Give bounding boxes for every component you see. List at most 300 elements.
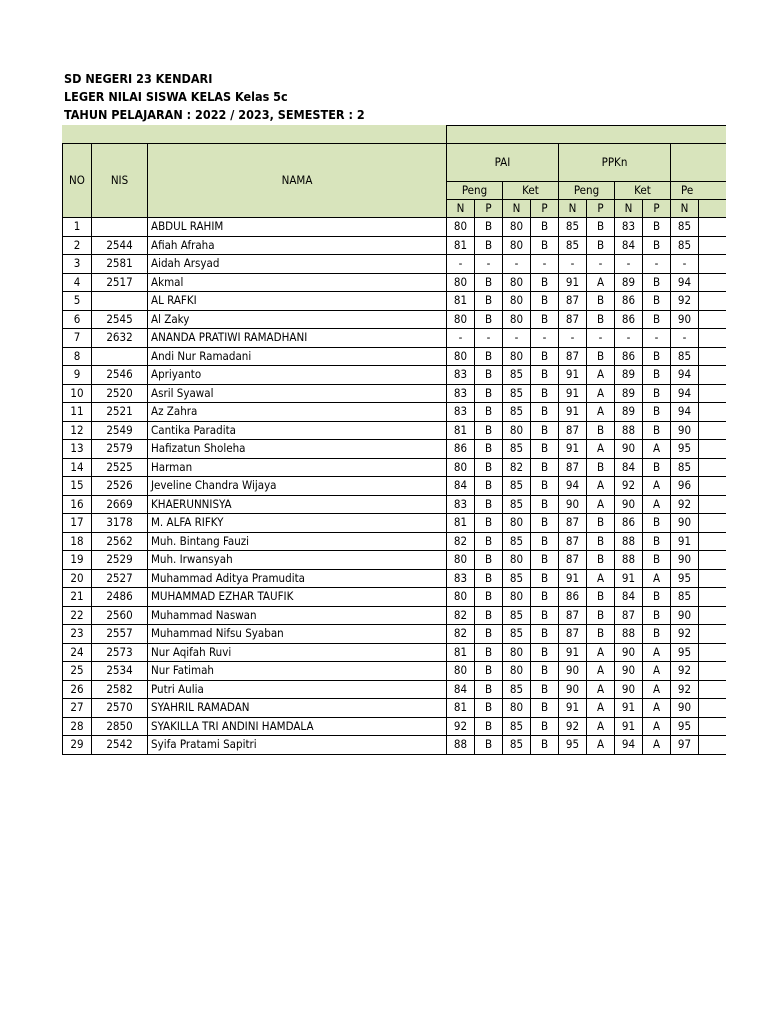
grade-cell: 84 [615,458,643,477]
row-number: 18 [63,532,92,551]
grade-cell: 83 [447,495,475,514]
student-nis: 2669 [92,495,148,514]
student-nis: 2521 [92,403,148,422]
student-name: Muhammad Nifsu Syaban [148,625,447,644]
grade-cell: 80 [503,588,531,607]
grade-cell: B [531,310,559,329]
grade-cell: 85 [503,625,531,644]
student-name: Muhammad Naswan [148,606,447,625]
student-name: Muh. Irwansyah [148,551,447,570]
grade-cell: 80 [503,310,531,329]
grade-cell: 90 [615,662,643,681]
grade-cell: B [643,625,671,644]
row-number: 3 [63,255,92,274]
student-name: MUHAMMAD EZHAR TAUFIK [148,588,447,607]
grade-cell-cutoff [699,458,727,477]
grade-cell: 88 [615,625,643,644]
table-row [63,477,727,496]
grade-cell: 92 [615,477,643,496]
grade-cell: 81 [447,643,475,662]
grade-cell: 86 [615,292,643,311]
grade-cell: A [587,366,615,385]
grade-cell: 85 [503,440,531,459]
grade-cell: - [503,329,531,348]
np-header: P [587,200,615,218]
grade-cell: 87 [559,292,587,311]
grade-cell: 89 [615,384,643,403]
grade-cell: 91 [559,366,587,385]
grade-cell: 85 [671,347,699,366]
grade-cell: A [587,403,615,422]
table-row [63,680,727,699]
sub-header: Pe [671,182,727,200]
grade-cell: 90 [671,310,699,329]
grade-cell: 80 [447,347,475,366]
grade-cell: 80 [447,458,475,477]
grade-cell-cutoff [699,551,727,570]
grade-cell-cutoff [699,477,727,496]
grade-cell: B [531,551,559,570]
grade-cell: 80 [503,292,531,311]
grade-cell-cutoff [699,662,727,681]
student-name: M. ALFA RIFKY [148,514,447,533]
row-number: 19 [63,551,92,570]
row-number: 13 [63,440,92,459]
student-nis: 2632 [92,329,148,348]
grade-cell: B [475,310,503,329]
grade-cell: B [475,717,503,736]
grade-cell: B [531,717,559,736]
row-number: 1 [63,218,92,237]
grade-cell: 84 [447,680,475,699]
grade-cell: 92 [671,625,699,644]
grade-cell: B [643,218,671,237]
grade-cell: 87 [615,606,643,625]
row-number: 4 [63,273,92,292]
student-name: Muh. Bintang Fauzi [148,532,447,551]
grade-cell: B [587,310,615,329]
grade-cell: B [475,514,503,533]
grade-cell: - [615,329,643,348]
student-nis: 2579 [92,440,148,459]
student-name: Nur Fatimah [148,662,447,681]
grade-cell: B [531,421,559,440]
grade-cell: B [475,736,503,755]
grade-cell: B [475,421,503,440]
grade-cell: 85 [503,680,531,699]
grade-cell: B [531,477,559,496]
grade-cell: 91 [615,569,643,588]
grade-cell-cutoff [699,273,727,292]
grade-cell-cutoff [699,421,727,440]
table-row [63,347,727,366]
grade-cell: 83 [447,569,475,588]
grade-cell: 85 [559,218,587,237]
table-row [63,514,727,533]
grade-cell: 84 [615,588,643,607]
grade-cell: B [643,551,671,570]
grade-cell: 88 [447,736,475,755]
grade-cell: 87 [559,551,587,570]
grade-cell: 94 [671,403,699,422]
grade-cell: 90 [615,440,643,459]
student-name: Aidah Arsyad [148,255,447,274]
row-number: 5 [63,292,92,311]
grade-cell: 94 [671,384,699,403]
row-number: 21 [63,588,92,607]
row-number: 6 [63,310,92,329]
grade-cell: 91 [559,440,587,459]
grade-cell: 85 [503,403,531,422]
table-row [63,569,727,588]
grade-cell: 82 [503,458,531,477]
row-number: 17 [63,514,92,533]
grade-cell: 85 [503,477,531,496]
grade-cell: 90 [615,680,643,699]
grade-cell: B [475,606,503,625]
grade-cell: B [475,495,503,514]
row-number: 25 [63,662,92,681]
student-nis: 2582 [92,680,148,699]
table-row [63,292,727,311]
grade-cell: B [587,218,615,237]
grade-cell: 85 [503,717,531,736]
grade-cell: 90 [615,643,643,662]
grade-cell: 85 [503,366,531,385]
grade-cell: B [587,347,615,366]
grade-cell: 86 [615,310,643,329]
grade-cell: A [643,717,671,736]
grade-cell: B [587,551,615,570]
grade-cell: 80 [447,551,475,570]
student-name: Nur Aqifah Ruvi [148,643,447,662]
grade-cell-cutoff [699,384,727,403]
grade-cell: A [643,680,671,699]
grade-cell: 91 [559,569,587,588]
table-row [63,310,727,329]
grade-cell: A [587,569,615,588]
grade-cell: 82 [447,532,475,551]
grade-cell: 96 [671,477,699,496]
student-nis: 2573 [92,643,148,662]
grade-cell: 84 [447,477,475,496]
grade-cell: 85 [671,218,699,237]
row-number: 27 [63,699,92,718]
np-header: N [447,200,475,218]
grade-cell: A [587,477,615,496]
grade-cell-cutoff [699,606,727,625]
grade-cell: B [475,532,503,551]
table-row [63,588,727,607]
grade-cell: B [643,421,671,440]
row-number: 26 [63,680,92,699]
student-name: Asril Syawal [148,384,447,403]
grade-cell: 80 [503,643,531,662]
student-nis: 2486 [92,588,148,607]
grade-cell: - [531,329,559,348]
grade-cell: 85 [503,569,531,588]
grade-cell: B [531,495,559,514]
table-row [63,255,727,274]
student-name: Hafizatun Sholeha [148,440,447,459]
sub-header: Peng [559,182,615,200]
subject-header-next [671,144,727,182]
grade-cell: 90 [559,662,587,681]
ledger-title: LEGER NILAI SISWA KELAS Kelas 5c [64,89,288,104]
grade-cell: - [559,255,587,274]
grade-cell: B [475,625,503,644]
table-row [63,236,727,255]
row-number: 12 [63,421,92,440]
grade-cell: B [531,458,559,477]
grade-cell: 87 [559,310,587,329]
table-row [63,699,727,718]
grade-cell: B [475,699,503,718]
grade-cell-cutoff [699,588,727,607]
grade-cell: 85 [559,236,587,255]
grade-cell: 91 [559,384,587,403]
grade-cell: B [475,366,503,385]
row-number: 10 [63,384,92,403]
grade-cell-cutoff [699,403,727,422]
grade-cell-cutoff [699,440,727,459]
student-nis [92,347,148,366]
grade-cell-cutoff [699,643,727,662]
grade-cell-cutoff [699,736,727,755]
grade-cell: B [587,421,615,440]
grade-cell: - [643,329,671,348]
grade-cell: A [643,662,671,681]
subject-header-ppkn: PPKn [559,144,671,182]
grade-cell: A [587,717,615,736]
grade-cell: A [643,643,671,662]
grade-cell: - [447,255,475,274]
grade-cell: B [531,680,559,699]
row-number: 2 [63,236,92,255]
grade-cell: B [531,236,559,255]
row-number: 29 [63,736,92,755]
grade-cell: - [615,255,643,274]
student-name: Al Zaky [148,310,447,329]
grade-cell: 90 [671,606,699,625]
grade-cell: B [475,292,503,311]
header-spacer [447,126,727,144]
student-nis: 3178 [92,514,148,533]
grade-cell: 89 [615,273,643,292]
grade-cell: 94 [559,477,587,496]
student-name: Az Zahra [148,403,447,422]
grade-cell: A [643,736,671,755]
grade-cell-cutoff [699,347,727,366]
grade-cell: - [475,329,503,348]
grade-cell: 87 [559,347,587,366]
grade-cell: 85 [671,236,699,255]
np-header: P [643,200,671,218]
grade-cell: B [587,588,615,607]
student-name: SYAKILLA TRI ANDINI HAMDALA [148,717,447,736]
grade-cell: 83 [615,218,643,237]
student-name: KHAERUNNISYA [148,495,447,514]
student-nis: 2542 [92,736,148,755]
table-row [63,421,727,440]
grade-cell: B [643,458,671,477]
grade-cell: 83 [447,403,475,422]
grade-cell-cutoff [699,366,727,385]
student-nis: 2546 [92,366,148,385]
grade-cell-cutoff [699,532,727,551]
grade-cell: A [587,495,615,514]
grade-cell: 90 [615,495,643,514]
student-nis: 2534 [92,662,148,681]
grade-cell: 91 [559,273,587,292]
student-nis: 2527 [92,569,148,588]
grade-cell: B [531,569,559,588]
grade-cell: B [531,736,559,755]
school-name: SD NEGERI 23 KENDARI [64,71,213,86]
document-header [64,70,365,124]
grade-cell: B [643,310,671,329]
grade-cell: 85 [503,384,531,403]
grade-cell: 80 [447,273,475,292]
table-row [63,643,727,662]
student-nis: 2581 [92,255,148,274]
grade-cell: B [475,569,503,588]
grade-cell: B [587,625,615,644]
grade-cell: B [643,588,671,607]
grade-cell: 88 [615,421,643,440]
grade-cell: 92 [671,680,699,699]
grade-cell: B [643,236,671,255]
student-nis: 2544 [92,236,148,255]
grade-cell: A [587,699,615,718]
grade-cell: 80 [503,236,531,255]
grade-cell: A [587,273,615,292]
grade-cell: 87 [559,421,587,440]
grade-cell: B [475,218,503,237]
grade-cell: 94 [671,273,699,292]
row-number: 23 [63,625,92,644]
grade-cell: 89 [615,366,643,385]
grade-cell: B [643,606,671,625]
grade-cell: A [587,680,615,699]
grade-cell: B [475,662,503,681]
grade-cell: 95 [671,569,699,588]
row-number: 11 [63,403,92,422]
grade-cell: B [531,662,559,681]
table-row [63,329,727,348]
grade-cell: B [587,236,615,255]
student-nis [92,292,148,311]
np-header-cutoff [699,200,727,218]
grade-cell: 85 [503,495,531,514]
grade-cell: 95 [559,736,587,755]
grade-cell: B [475,680,503,699]
grade-cell: 94 [671,366,699,385]
grade-cell: - [503,255,531,274]
grade-cell: 95 [671,440,699,459]
grade-cell: B [643,347,671,366]
student-nis: 2517 [92,273,148,292]
grade-cell: 80 [503,421,531,440]
grade-cell-cutoff [699,218,727,237]
student-name: Jeveline Chandra Wijaya [148,477,447,496]
grade-cell: B [531,292,559,311]
student-nis [92,218,148,237]
student-nis: 2525 [92,458,148,477]
student-name: Syifa Pratami Sapitri [148,736,447,755]
table-row [63,495,727,514]
student-name: Cantika Paradita [148,421,447,440]
grade-cell-cutoff [699,625,727,644]
grade-cell: 89 [615,403,643,422]
grade-cell: B [531,366,559,385]
table-row [63,551,727,570]
row-number: 7 [63,329,92,348]
table-row [63,366,727,385]
grade-cell: 87 [559,625,587,644]
table-row [63,403,727,422]
grade-cell: 91 [559,643,587,662]
grade-cell: B [531,273,559,292]
grade-cell: A [643,569,671,588]
grade-cell: 92 [559,717,587,736]
grade-cell: 88 [615,532,643,551]
table-row [63,717,727,736]
grade-cell-cutoff [699,569,727,588]
grade-cell: 80 [503,273,531,292]
grade-cell: 86 [559,588,587,607]
grade-cell: B [531,532,559,551]
grade-cell: B [643,292,671,311]
grade-cell-cutoff [699,310,727,329]
row-number: 20 [63,569,92,588]
grade-cell: B [643,403,671,422]
grade-cell: B [475,458,503,477]
grade-cell: 85 [671,458,699,477]
student-nis: 2549 [92,421,148,440]
np-header: N [671,200,699,218]
grade-cell-cutoff [699,495,727,514]
grade-cell: 80 [503,699,531,718]
grade-cell: 90 [671,421,699,440]
student-nis: 2520 [92,384,148,403]
row-number: 16 [63,495,92,514]
grade-cell: 91 [559,699,587,718]
grade-cell: 83 [447,366,475,385]
np-header: P [475,200,503,218]
grade-cell: B [587,458,615,477]
sub-header: Peng [447,182,503,200]
sub-header: Ket [615,182,671,200]
sub-header: Ket [503,182,559,200]
grade-cell: B [531,347,559,366]
student-name: Muhammad Aditya Pramudita [148,569,447,588]
grade-cell: B [475,273,503,292]
grade-cell: 81 [447,514,475,533]
student-name: AL RAFKI [148,292,447,311]
student-name: ABDUL RAHIM [148,218,447,237]
grade-cell: A [587,643,615,662]
grade-cell: 90 [671,699,699,718]
grade-cell: 86 [447,440,475,459]
grade-cell: 80 [503,551,531,570]
student-nis: 2560 [92,606,148,625]
grade-cell: A [643,477,671,496]
grade-cell: 85 [503,532,531,551]
grade-cell: B [475,403,503,422]
grade-cell: 92 [447,717,475,736]
row-number: 9 [63,366,92,385]
